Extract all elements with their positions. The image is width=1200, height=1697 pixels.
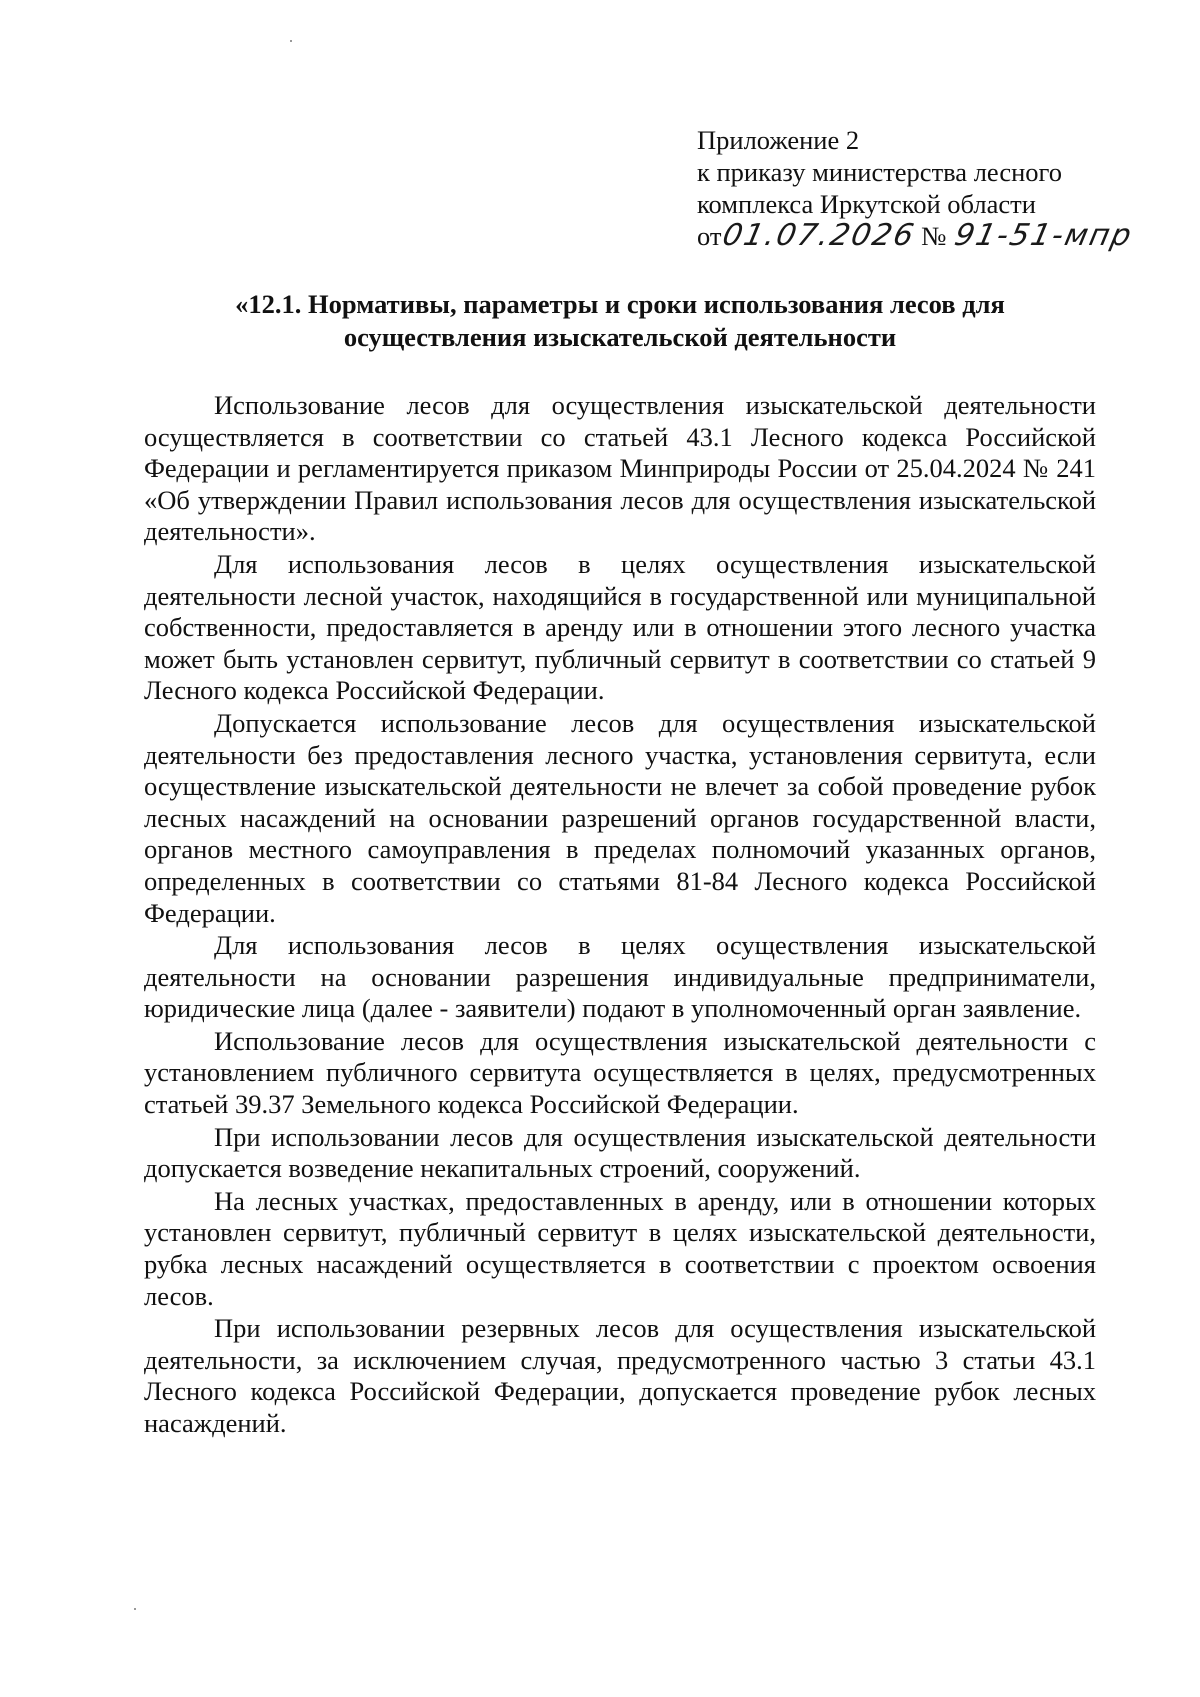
appendix-header xyxy=(697,124,1136,253)
paragraph-1: Использование лесов для осуществления изыскательской деятельности осуществляется в соответствии со статьей 43.1 Лесного кодекса Российской Федерации и регламентируется приказом Минприроды России от 25.04.2024 № 241 «Об утверждении Правил использования лесов для осуществления изыскательской деятельности». xyxy=(144,390,1096,547)
scan-speck xyxy=(134,1608,136,1610)
scan-speck xyxy=(290,40,292,42)
handwritten-date: 01.07.2026 xyxy=(719,218,920,253)
appendix-line-1: Приложение 2 xyxy=(697,125,860,155)
appendix-line-3: комплекса Иркутской области xyxy=(697,189,1036,219)
date-prefix: от xyxy=(697,221,722,251)
paragraph-4: Для использования лесов в целях осуществления изыскательской деятельности на основании разрешения индивидуальные предприниматели, юридические лица (далее - заявители) подают в уполномоченный орган заявление. xyxy=(144,930,1096,1024)
number-prefix: № xyxy=(921,221,947,251)
section-title-line-2: осуществления изыскательской деятельности xyxy=(343,322,897,352)
paragraph-2: Для использования лесов в целях осуществления изыскательской деятельности лесной участок, находящийся в государственной или муниципальной собственности, предоставляется в аренду или в отношении этого лесного участка может быть установлен сервитут, публичный сервитут в соответствии со статьей 9 Лесного кодекса Российской Федерации. xyxy=(144,548,1096,706)
handwritten-order-number: 91-51-мпр xyxy=(950,218,1136,253)
section-title xyxy=(140,288,1100,354)
paragraph-3: Допускается использование лесов для осуществления изыскательской деятельности без предоставления лесного участка, установления сервитута, если осуществление изыскательской деятельности не влечет за собой проведение рубок лесных насаждений на основании разрешений органов государственной власти, органов местного самоуправления в пределах полномочий указанных органов, определенных в соответствии со статьями 81-84 Лесного кодекса Российской Федерации. xyxy=(144,707,1096,928)
appendix-line-2: к приказу министерства лесного xyxy=(697,157,1062,187)
section-title-line-1: «12.1. Нормативы, параметры и сроки использования лесов для xyxy=(235,289,1005,319)
paragraph-5: Использование лесов для осуществления изыскательской деятельности с установлением публичного сервитута осуществляется в целях, предусмотренных статьей 39.37 Земельного кодекса Российской Федерации. xyxy=(144,1025,1096,1120)
paragraph-8: При использовании резервных лесов для осуществления изыскательской деятельности, за исключением случая, предусмотренного частью 3 статьи 43.1 Лесного кодекса Российской Федерации, допускается проведение рубок лесных насаждений. xyxy=(144,1313,1096,1438)
body-text xyxy=(144,390,1096,1441)
paragraph-7: На лесных участках, предоставленных в аренду, или в отношении которых установлен сервитут, публичный сервитут в целях изыскательской деятельности, рубка лесных насаждений осуществляется в соответствии с проектом освоения лесов. xyxy=(144,1185,1096,1311)
appendix-date-line xyxy=(697,218,1136,253)
paragraph-6: При использовании лесов для осуществления изыскательской деятельности допускается возведение некапитальных строений, сооружений. xyxy=(144,1121,1096,1184)
